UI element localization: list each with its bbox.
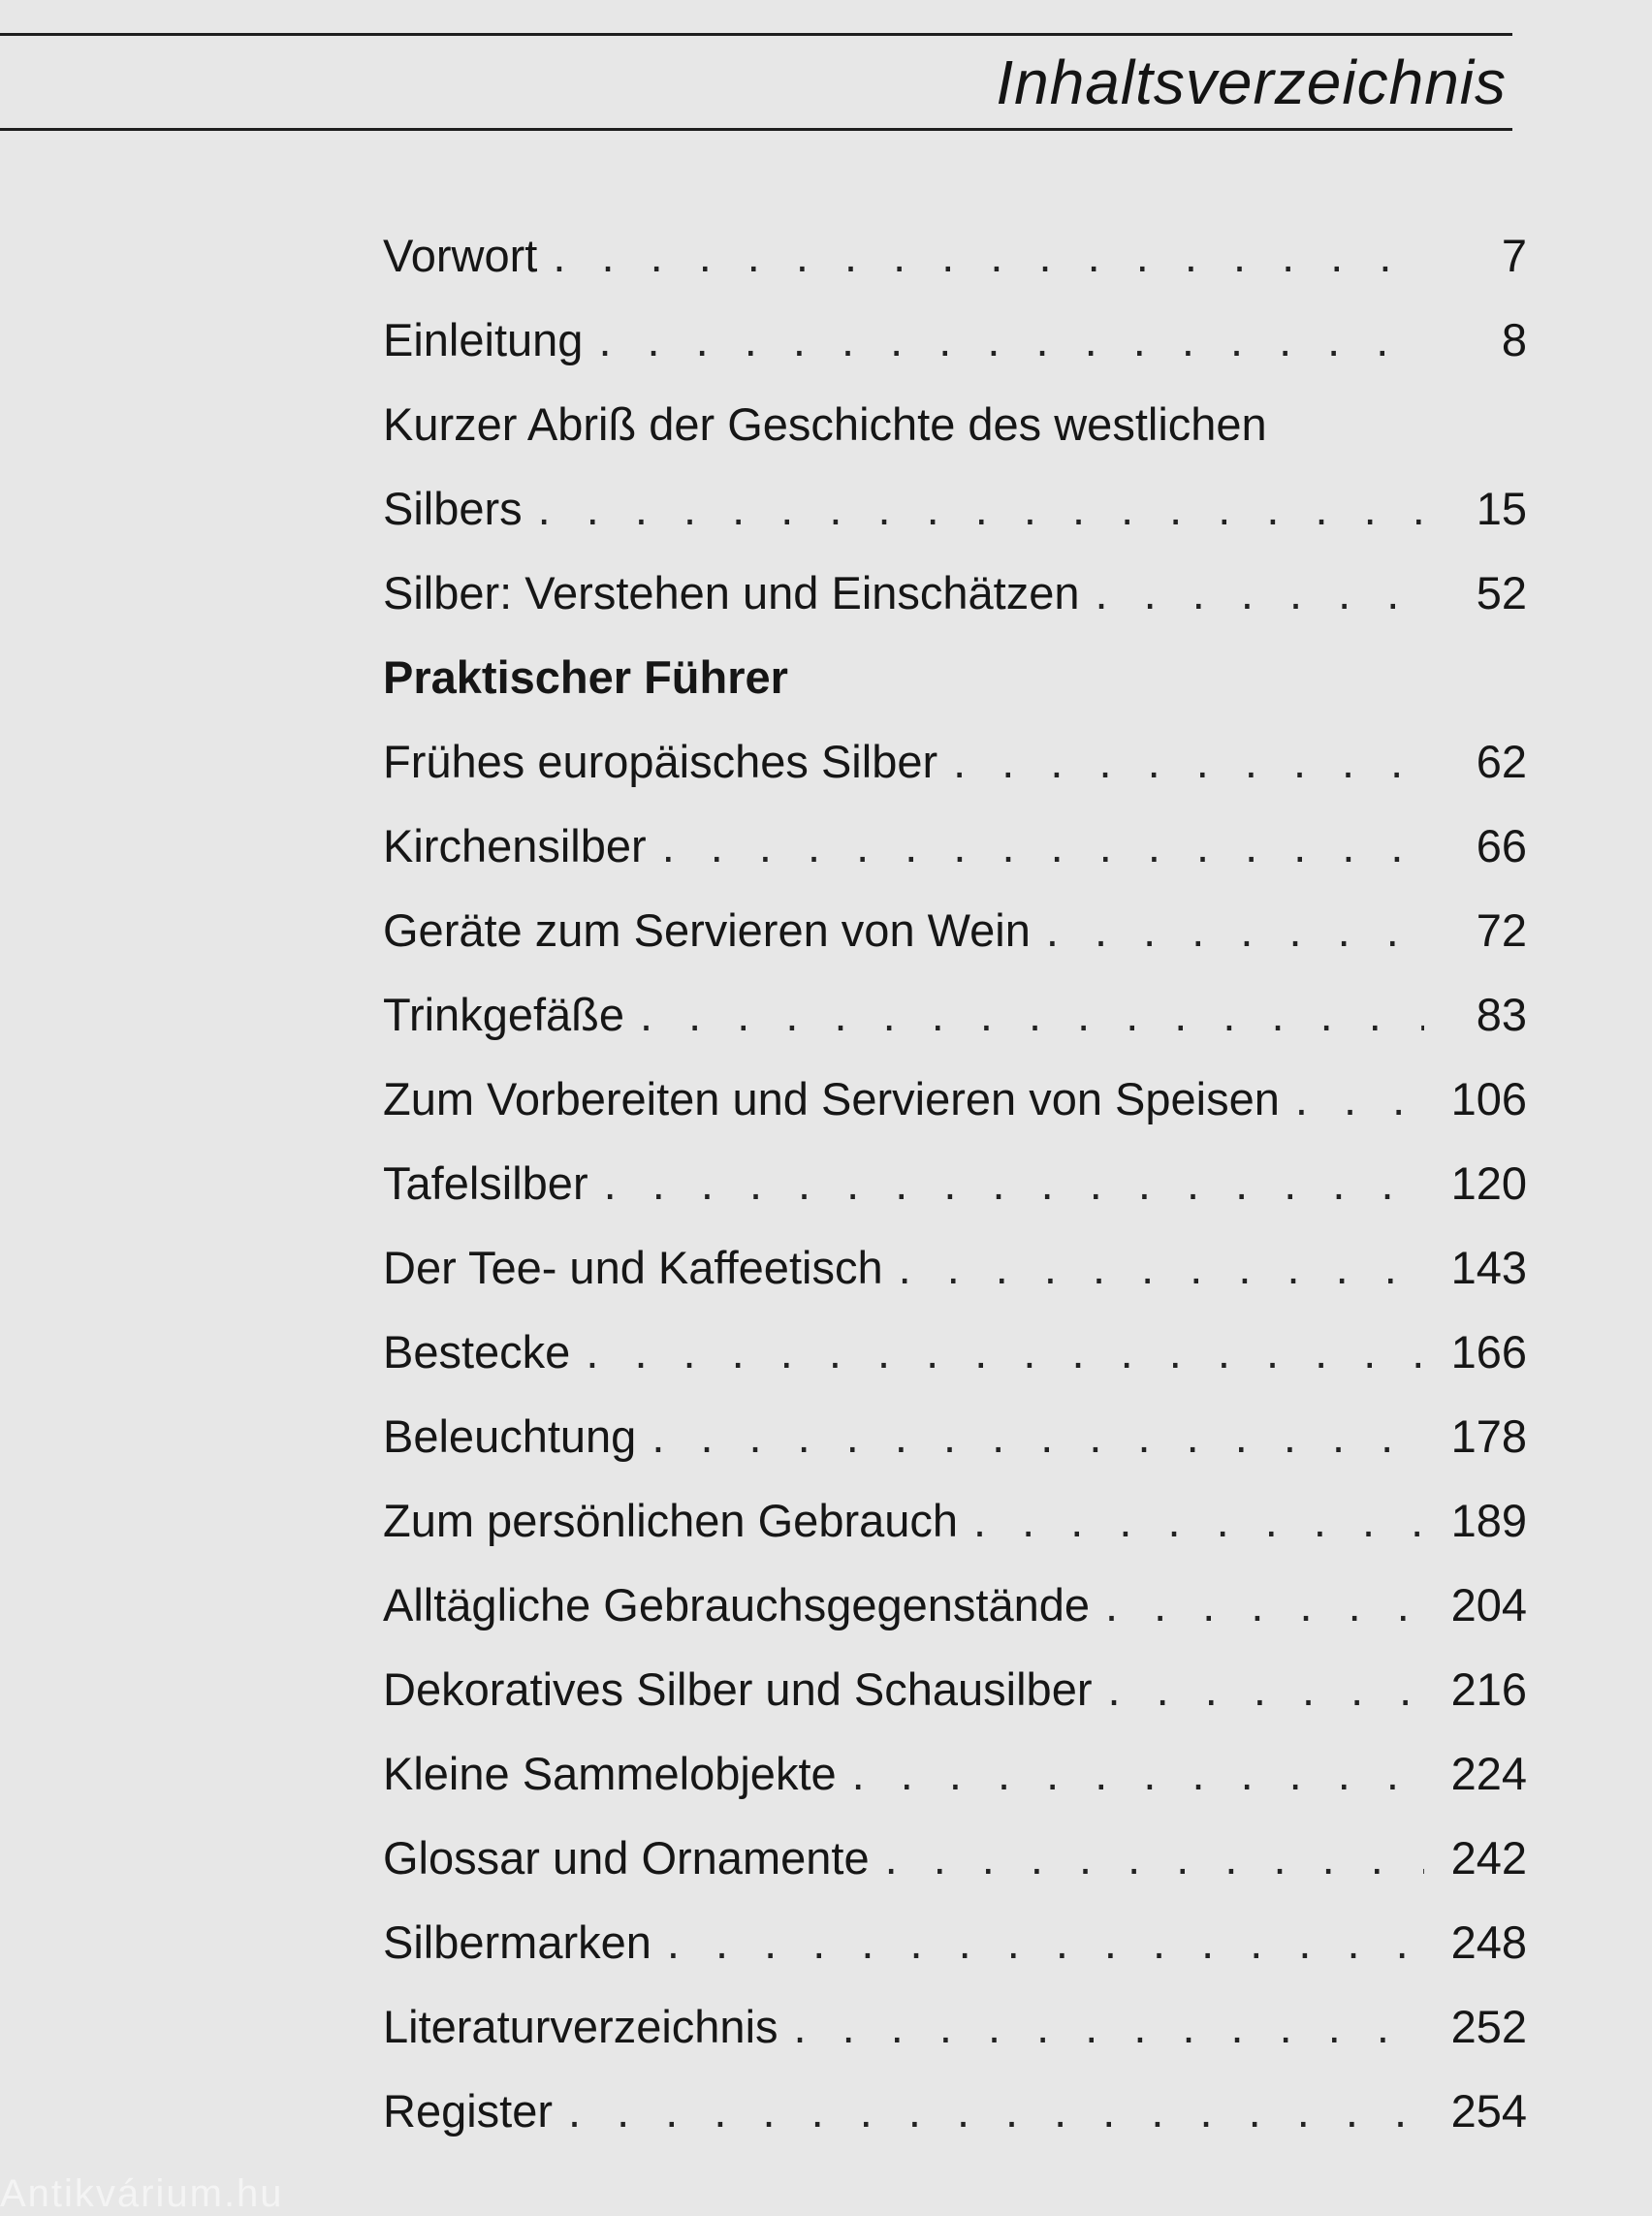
- toc-entry: [383, 213, 1527, 298]
- toc-entry: [383, 1900, 1527, 1984]
- watermark: Antikvárium.hu: [0, 2172, 284, 2215]
- toc-entry: [383, 1731, 1527, 1816]
- toc-page-number: 62: [1476, 736, 1527, 787]
- toc-page-number: 143: [1450, 1242, 1527, 1293]
- toc-entry-label: Silber: Verstehen und Einschätzen: [383, 567, 1080, 618]
- table-of-contents: [383, 213, 1527, 2153]
- toc-page-number: 248: [1450, 1916, 1527, 1968]
- toc-dot-leader: [1096, 551, 1424, 635]
- toc-page-number: 66: [1476, 820, 1527, 871]
- toc-page-number: 204: [1450, 1579, 1527, 1630]
- toc-entry: [383, 1647, 1527, 1731]
- toc-entry: [383, 466, 1527, 551]
- toc-dot-leader: [953, 719, 1424, 804]
- toc-entry: [383, 1141, 1527, 1225]
- toc-entry: [383, 1310, 1527, 1394]
- toc-entry: [383, 1563, 1527, 1647]
- toc-entry: [383, 1394, 1527, 1478]
- toc-dot-leader: [598, 298, 1424, 382]
- header-rule-bottom: [0, 128, 1512, 131]
- toc-entry: [383, 972, 1527, 1057]
- toc-dot-leader: [1107, 1647, 1424, 1731]
- header-rule-top: [0, 33, 1512, 36]
- toc-page-number: 242: [1450, 1832, 1527, 1884]
- toc-dot-leader: [667, 1900, 1424, 1984]
- toc-entry: [383, 298, 1527, 382]
- toc-dot-leader: [604, 1141, 1424, 1225]
- toc-entry: [383, 2069, 1527, 2153]
- toc-entry-label: Tafelsilber: [383, 1157, 588, 1209]
- toc-entry-label: Bestecke: [383, 1326, 571, 1377]
- toc-entry-label: Kurzer Abriß der Geschichte des westlichen: [383, 398, 1267, 450]
- toc-page-number: 224: [1450, 1748, 1527, 1799]
- toc-dot-leader: [1046, 888, 1424, 972]
- toc-entry-label: Zum persönlichen Gebrauch: [383, 1495, 959, 1546]
- toc-entry-label: Frühes europäisches Silber: [383, 736, 938, 787]
- toc-page-number: 178: [1450, 1410, 1527, 1462]
- toc-entry-label: Vorwort: [383, 230, 538, 281]
- toc-entry-label: Trinkgefäße: [383, 989, 625, 1040]
- toc-dot-leader: [553, 213, 1424, 298]
- toc-dot-leader: [1295, 1057, 1424, 1141]
- toc-entry-label: Register: [383, 2085, 554, 2137]
- toc-page-number: 120: [1450, 1157, 1527, 1209]
- toc-entry: [383, 1984, 1527, 2069]
- toc-dot-leader: [651, 1394, 1424, 1478]
- toc-entry-label: Kleine Sammelobjekte: [383, 1748, 837, 1799]
- toc-page-number: 252: [1450, 2001, 1527, 2052]
- toc-dot-leader: [662, 804, 1424, 888]
- toc-entry-label: Geräte zum Servieren von Wein: [383, 904, 1031, 956]
- toc-page-number: 166: [1450, 1326, 1527, 1377]
- toc-entry-label: Silbermarken: [383, 1916, 651, 1968]
- toc-page-number: 72: [1476, 904, 1527, 956]
- toc-entry-label: Zum Vorbereiten und Servieren von Speisen: [383, 1073, 1280, 1124]
- toc-dot-leader: [538, 466, 1424, 551]
- toc-page-number: 8: [1501, 314, 1527, 365]
- toc-entry-label: Einleitung: [383, 314, 584, 365]
- toc-page-number: 52: [1476, 567, 1527, 618]
- toc-dot-leader: [852, 1731, 1424, 1816]
- toc-entry-label: Kirchensilber: [383, 820, 647, 871]
- toc-page-number: 15: [1476, 483, 1527, 534]
- toc-dot-leader: [640, 972, 1424, 1057]
- toc-entry: [383, 382, 1527, 466]
- toc-dot-leader: [1105, 1563, 1424, 1647]
- toc-dot-leader: [885, 1816, 1424, 1900]
- toc-entry-label: Glossar und Ornamente: [383, 1832, 870, 1884]
- toc-entry-label: Praktischer Führer: [383, 651, 788, 703]
- toc-page-number: 216: [1450, 1663, 1527, 1715]
- toc-entry-label: Literaturverzeichnis: [383, 2001, 778, 2052]
- toc-entry: [383, 719, 1527, 804]
- toc-entry: [383, 551, 1527, 635]
- toc-entry: [383, 1816, 1527, 1900]
- toc-dot-leader: [794, 1984, 1424, 2069]
- toc-entry-label: Alltägliche Gebrauchsgegenstände: [383, 1579, 1091, 1630]
- toc-entry: [383, 1478, 1527, 1563]
- toc-entry: [383, 804, 1527, 888]
- toc-page-number: 254: [1450, 2085, 1527, 2137]
- toc-page-number: 83: [1476, 989, 1527, 1040]
- toc-entry: [383, 888, 1527, 972]
- toc-entry-label: Beleuchtung: [383, 1410, 637, 1462]
- toc-entry-label: Dekoratives Silber und Schausilber: [383, 1663, 1093, 1715]
- page-title: Inhaltsverzeichnis: [996, 47, 1507, 117]
- toc-entry: [383, 1057, 1527, 1141]
- toc-entry: [383, 1225, 1527, 1310]
- toc-entry-label: Silbers: [383, 483, 523, 534]
- toc-page-number: 189: [1450, 1495, 1527, 1546]
- toc-page-number: 7: [1501, 230, 1527, 281]
- toc-dot-leader: [973, 1478, 1424, 1563]
- toc-page-number: 106: [1450, 1073, 1527, 1124]
- toc-section-heading: [383, 635, 1527, 719]
- toc-dot-leader: [586, 1310, 1424, 1394]
- toc-dot-leader: [899, 1225, 1424, 1310]
- toc-entry-label: Der Tee- und Kaffeetisch: [383, 1242, 883, 1293]
- toc-dot-leader: [568, 2069, 1424, 2153]
